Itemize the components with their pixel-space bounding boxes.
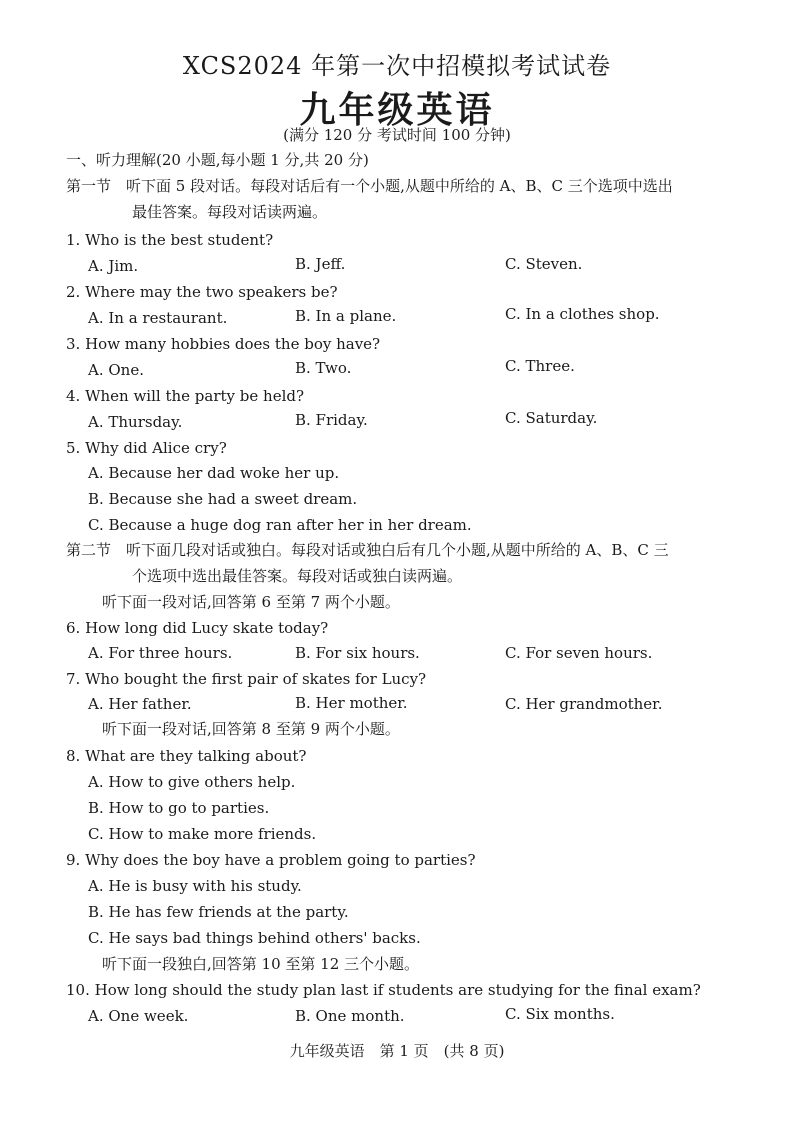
q5-option-c: C. Because a huge dog ran after her in her dream. <box>88 516 472 534</box>
q5-option-b: B. Because she had a sweet dream. <box>88 490 358 508</box>
q4-option-b: B. Friday. <box>295 411 368 429</box>
page-footer: 九年级英语 第 1 页 (共 8 页) <box>289 1042 505 1060</box>
q2-option-a: A. In a restaurant. <box>88 309 228 327</box>
q1-option-b: B. Jeff. <box>295 255 346 273</box>
q10-option-a: A. One week. <box>88 1007 189 1025</box>
q2-option-c: C. In a clothes shop. <box>505 305 660 323</box>
listening-note-8-9: 听下面一段对话,回答第 8 至第 9 两个小题。 <box>102 720 400 738</box>
listening-note-10-12: 听下面一段独白,回答第 10 至第 12 三个小题。 <box>102 955 420 973</box>
question-3: 3. How many hobbies does the boy have? <box>66 335 381 353</box>
q7-option-c: C. Her grandmother. <box>505 695 663 713</box>
section1-instruction-line2: 最佳答案。每段对话读两遍。 <box>132 203 328 221</box>
question-8: 8. What are they talking about? <box>66 747 307 765</box>
q8-option-b: B. How to go to parties. <box>88 799 270 817</box>
exam-title: XCS2024 年第一次中招模拟考试试卷 <box>182 52 612 80</box>
question-7: 7. Who bought the first pair of skates for Lucy? <box>66 670 427 688</box>
question-4: 4. When will the party be held? <box>66 387 305 405</box>
q8-option-c: C. How to make more friends. <box>88 825 317 843</box>
q10-option-c: C. Six months. <box>505 1005 615 1023</box>
question-2: 2. Where may the two speakers be? <box>66 283 338 301</box>
q7-option-a: A. Her father. <box>88 695 192 713</box>
q2-option-b: B. In a plane. <box>295 307 397 325</box>
q3-option-c: C. Three. <box>505 357 575 375</box>
question-1: 1. Who is the best student? <box>66 231 274 249</box>
question-9: 9. Why does the boy have a problem going to parties? <box>66 851 476 869</box>
q1-option-c: C. Steven. <box>505 255 583 273</box>
listening-note-6-7: 听下面一段对话,回答第 6 至第 7 两个小题。 <box>102 593 400 611</box>
section2-instruction-line2: 个选项中选出最佳答案。每段对话或独白读两遍。 <box>132 567 463 585</box>
q6-option-a: A. For three hours. <box>88 644 233 662</box>
q3-option-b: B. Two. <box>295 359 352 377</box>
q7-option-b: B. Her mother. <box>295 694 408 712</box>
q3-option-a: A. One. <box>88 361 144 379</box>
part1-heading: 一、听力理解(20 小题,每小题 1 分,共 20 分) <box>66 151 369 169</box>
q4-option-c: C. Saturday. <box>505 409 598 427</box>
section1-instruction-line1: 第一节 听下面 5 段对话。每段对话后有一个小题,从题中所给的 A、B、C 三个选项中选出 <box>66 177 673 195</box>
section2-instruction-line1: 第二节 听下面几段对话或独白。每段对话或独白后有几个小题,从题中所给的 A、B、C 三 <box>66 541 669 559</box>
q4-option-a: A. Thursday. <box>88 413 183 431</box>
question-10: 10. How long should the study plan last if students are studying for the final exam? <box>66 981 701 999</box>
question-5: 5. Why did Alice cry? <box>66 439 227 457</box>
q10-option-b: B. One month. <box>295 1007 405 1025</box>
q1-option-a: A. Jim. <box>88 257 139 275</box>
q8-option-a: A. How to give others help. <box>88 773 296 791</box>
q6-option-b: B. For six hours. <box>295 644 420 662</box>
q9-option-b: B. He has few friends at the party. <box>88 903 349 921</box>
q5-option-a: A. Because her dad woke her up. <box>88 464 340 482</box>
q6-option-c: C. For seven hours. <box>505 644 653 662</box>
q9-option-a: A. He is busy with his study. <box>88 877 302 895</box>
exam-meta: (满分 120 分 考试时间 100 分钟) <box>283 126 511 144</box>
exam-subject: 九年级英语 <box>299 89 495 131</box>
q9-option-c: C. He says bad things behind others' backs. <box>88 929 421 947</box>
question-6: 6. How long did Lucy skate today? <box>66 619 329 637</box>
